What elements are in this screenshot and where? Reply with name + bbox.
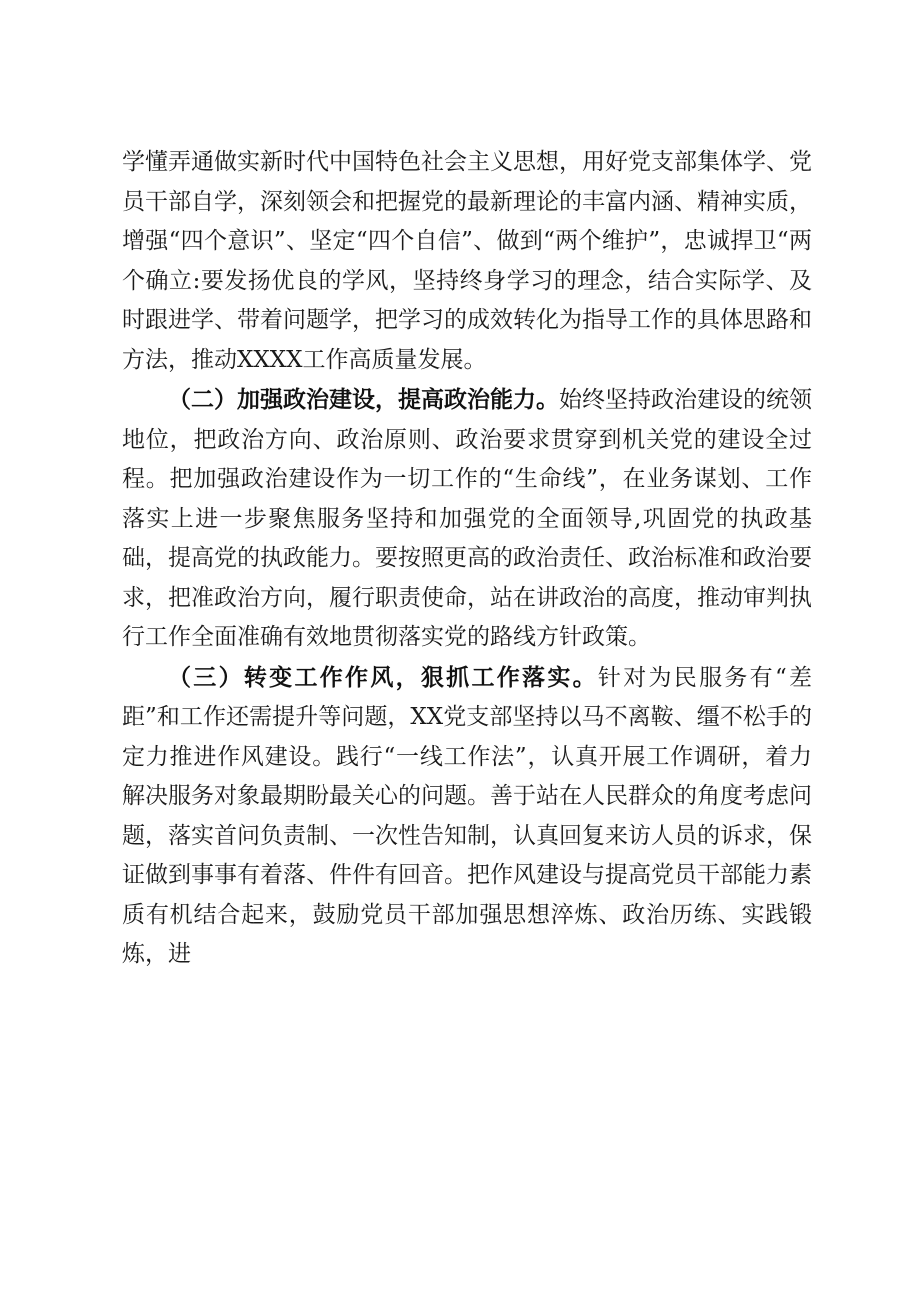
paragraph-political-construction <box>122 380 812 658</box>
paragraph-study: 学懂弄通做实新时代中国特色社会主义思想，用好党支部集体学、党员干部自学，深刻领会和把握党的最新理论的丰富内涵、精神实质，增强“四个意识”、坚定“四个自信”、做到“两个维护”，忠诚捍卫“两个确立:要发扬优良的学风，坚持终身学习的理念，结合实际学、及时跟进学、带着问题学，把学习的成效转化为指导工作的具体思路和方法，推动XXXX工作高质量发展。 <box>122 149 812 373</box>
paragraph-political-construction-body: 始终坚持政治建设的统领地位，把政治方向、政治原则、政治要求贯穿到机关党的建设全过程。把加强政治建设作为一切工作的“生命线”，在业务谋划、工作落实上进一步聚焦服务坚持和加强党的全面领导,巩固党的执政基础，提高党的执政能力。要按照更高的政治责任、政治标准和政治要求，把准政治方向，履行职责使命，站在讲政治的高度，推动审判执行工作全面准确有效地贯彻落实党的路线方针政策。 <box>122 387 812 650</box>
document-body <box>122 143 812 975</box>
section-heading-political-construction: （二）加强政治建设，提高政治能力。 <box>168 386 559 413</box>
paragraph-work-style <box>122 658 812 975</box>
paragraph-work-style-body: 针对为民服务有“差距”和工作还需提升等问题，XX党支部坚持以马不离鞍、缰不松手的定力推进作风建设。践行“一线工作法”，认真开展工作调研，着力解决服务对象最期盼最关心的问题。善于站在人民群众的角度考虑问题，落实首问负责制、一次性告知制，认真回复来访人员的诉求，保证做到事事有着落、件件有回音。把作风建设与提高党员干部能力素质有机结合起来，鼓励党员干部加强思想淬炼、政治历练、实践锻炼，进 <box>122 664 812 967</box>
section-heading-work-style: （三）转变工作作风，狠抓工作落实。 <box>168 663 598 691</box>
